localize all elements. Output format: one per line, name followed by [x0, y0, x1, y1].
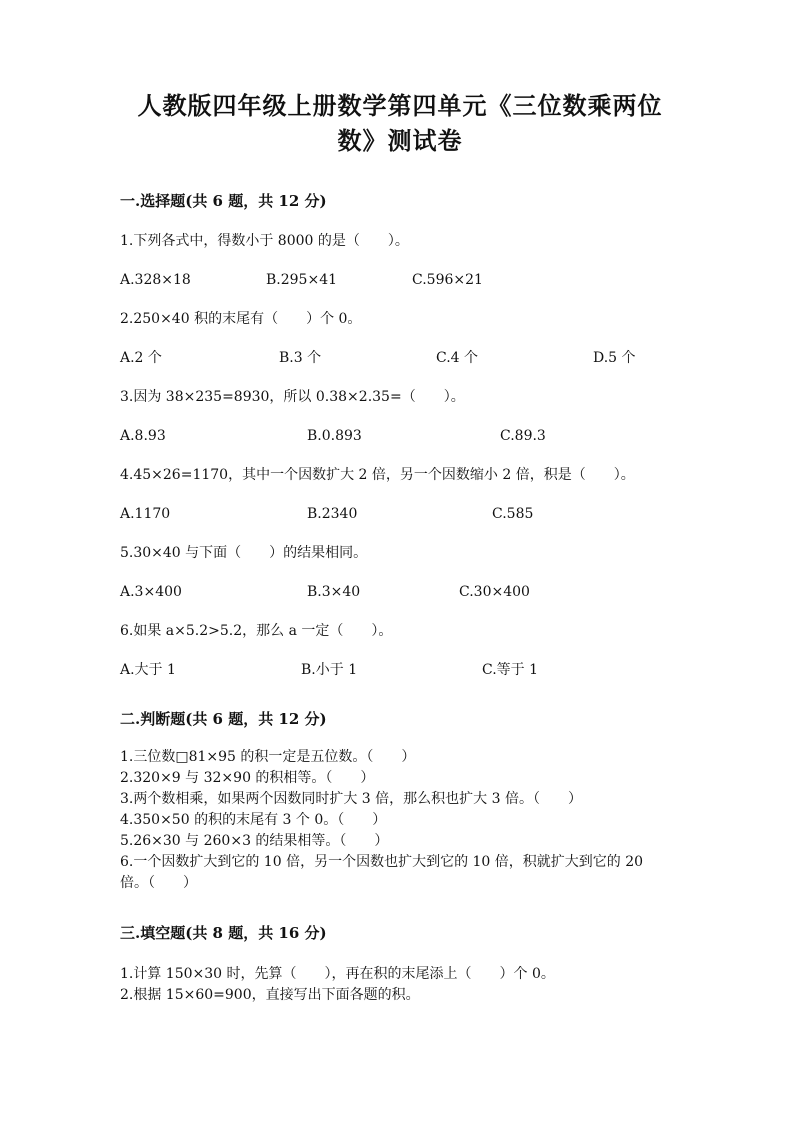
question-text: 1.下列各式中，得数小于 8000 的是（ ）。 [120, 233, 409, 249]
option-a: A.8.93 [120, 428, 166, 444]
option-b: B.3×40 [307, 584, 361, 600]
exam-title [120, 88, 680, 158]
judge-item: 2.320×9 与 32×90 的积相等。（ ） [120, 770, 375, 786]
option-a: A.2 个 [120, 350, 162, 366]
question-options [120, 348, 680, 368]
option-b: B.小于 1 [301, 662, 358, 678]
judge-item: 4.350×50 的积的末尾有 3 个 0。（ ） [120, 812, 387, 828]
fill-list [120, 964, 680, 1006]
judge-item: 5.26×30 与 260×3 的结果相等。（ ） [120, 833, 389, 849]
title-line-2: 数》测试卷 [337, 126, 463, 155]
option-b: B.2340 [307, 506, 358, 522]
choice-question-5 [120, 543, 680, 602]
question-text: 6.如果 a×5.2>5.2，那么 a 一定（ ）。 [120, 623, 393, 639]
option-b: B.295×41 [266, 272, 338, 288]
option-b: B.0.893 [307, 428, 362, 444]
section-judge-title: 二.判断题(共 6 题，共 12 分) [120, 710, 327, 728]
section-fill-title: 三.填空题(共 8 题，共 16 分) [120, 924, 327, 942]
choice-question-1 [120, 231, 680, 290]
option-c: C.4 个 [436, 350, 479, 366]
question-text: 5.30×40 与下面（ ）的结果相同。 [120, 545, 368, 561]
question-options [120, 660, 680, 680]
judge-item: 1.三位数□81×95 的积一定是五位数。（ ） [120, 749, 416, 765]
choice-question-3 [120, 387, 680, 446]
choice-question-6 [120, 621, 680, 680]
fill-item: 2.根据 15×60=900，直接写出下面各题的积。 [120, 987, 420, 1003]
option-c: C.30×400 [459, 584, 530, 600]
choice-question-4 [120, 465, 680, 524]
option-a: A.328×18 [120, 272, 191, 288]
question-text: 4.45×26=1170，其中一个因数扩大 2 倍，另一个因数缩小 2 倍，积是（ ）。 [120, 467, 635, 483]
option-a: A.大于 1 [120, 662, 176, 678]
question-options [120, 426, 680, 446]
option-a: A.1170 [120, 506, 171, 522]
fill-item: 1.计算 150×30 时，先算（ ），再在积的末尾添上（ ）个 0。 [120, 966, 555, 982]
question-options [120, 270, 680, 290]
title-line-1: 人教版四年级上册数学第四单元《三位数乘两位 [137, 91, 663, 120]
option-c: C.585 [492, 506, 534, 522]
section-choice-title: 一.选择题(共 6 题，共 12 分) [120, 192, 327, 210]
judge-list [120, 747, 672, 894]
option-b: B.3 个 [279, 350, 322, 366]
question-text: 2.250×40 积的末尾有（ ）个 0。 [120, 311, 362, 327]
option-c: C.89.3 [500, 428, 546, 444]
option-d: D.5 个 [593, 350, 636, 366]
option-c: C.596×21 [412, 272, 483, 288]
question-options [120, 582, 680, 602]
question-options [120, 504, 680, 524]
choice-question-2 [120, 309, 680, 368]
judge-item: 3.两个数相乘，如果两个因数同时扩大 3 倍，那么积也扩大 3 倍。（ ） [120, 791, 582, 807]
option-a: A.3×400 [120, 584, 182, 600]
option-c: C.等于 1 [482, 662, 539, 678]
judge-item: 6.一个因数扩大到它的 10 倍，另一个因数也扩大到它的 10 倍，积就扩大到它的 20 倍。（ ） [120, 854, 644, 891]
question-text: 3.因为 38×235=8930，所以 0.38×2.35=（ ）。 [120, 389, 465, 405]
